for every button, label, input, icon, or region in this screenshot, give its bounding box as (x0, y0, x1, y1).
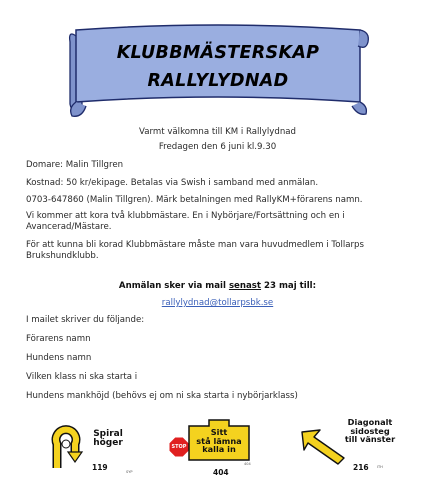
welcome-line: Varmt välkomna till KM i Rallylydnad (139, 127, 296, 137)
membership-paragraph: För att kunna bli korad Klubbmästare måste man vara huvudmedlem i Tollarps Brukshundklubb. (26, 240, 364, 261)
sign-spiral-number: 119 (92, 463, 108, 472)
email-item-class: Vilken klass ni ska starta i (26, 372, 138, 382)
title-banner (62, 20, 374, 120)
sign-diagonal-number: 216 (353, 463, 369, 472)
sign-sit-stand-number: 404 (213, 468, 229, 477)
banner-title-line2: RALLYLYDNAD (147, 71, 289, 91)
phone-line: 0703-647860 (Malin Tillgren). Märk betalningen med RallyKM+förarens namn. (26, 195, 363, 205)
email-item-dog-name: Hundens namn (26, 353, 92, 363)
registration-deadline-emphasis: senast (228, 281, 262, 291)
judge-line: Domare: Malin Tillgren (26, 160, 124, 170)
sign-spiral-label: Spiral höger (93, 429, 123, 448)
email-item-height: Hundens mankhöjd (behövs ej om ni ska starta i nybörjarklass) (26, 391, 298, 401)
registration-suffix: 23 maj till: (261, 281, 317, 291)
sign-sit-stand-code: 404 (244, 462, 251, 466)
stop-sign-text: STOP (171, 444, 187, 450)
sign-diagonal-code: ITH (377, 465, 383, 469)
email-contents-intro: I mailet skriver du följande: (26, 315, 145, 325)
cost-line: Kostnad: 50 kr/ekipage. Betalas via Swish i samband med anmälan. (26, 178, 319, 188)
sign-spiral-code: SYP (126, 470, 133, 474)
banner-title-line1: KLUBBMÄSTERSKAP (116, 43, 320, 63)
scroll-banner-shape (62, 20, 374, 120)
registration-email-link[interactable]: rallylydnad@tollarpsbk.se (161, 298, 274, 308)
registration-prefix: Anmälan sker via mail (118, 281, 229, 291)
email-link-row (0, 298, 435, 309)
email-item-handler-name: Förarens namn (26, 334, 91, 344)
date-line: Fredagen den 6 juni kl.9.30 (158, 142, 277, 152)
spiral-arrow-icon (45, 420, 85, 470)
classes-paragraph: Vi kommer att kora två klubbmästare. En i Nybörjare/Fortsättning och en i Avancerad/Mästare. (26, 211, 345, 232)
sign-sit-stand-label: Sitt stå lämna kalla in (196, 427, 242, 455)
registration-line (0, 281, 435, 292)
sign-diagonal-label: Diagonalt sidosteg till vänster (344, 417, 396, 445)
